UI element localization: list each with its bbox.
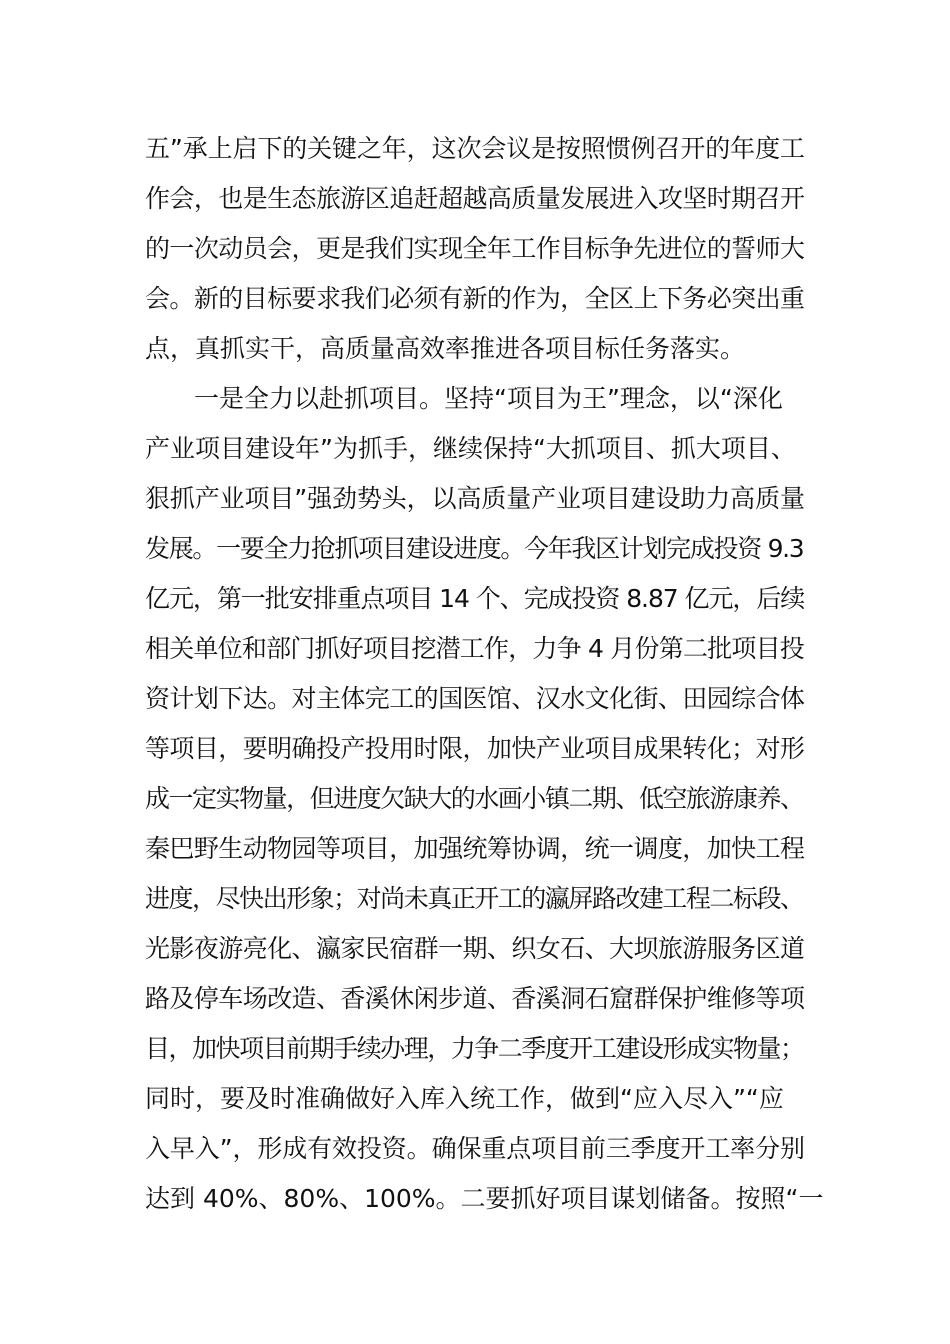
text-line: 产业项目建设年”为抓手，继续保持“大抓项目、抓大项目、 <box>145 434 796 463</box>
text-line: 路及停车场改造、香溪休闲步道、香溪洞石窟群保护维修等项 <box>145 984 805 1013</box>
text-line: 相关单位和部门抓好项目挖潜工作，力争 4 月份第二批项目投 <box>145 634 805 663</box>
text-line: 成一定实物量，但进度欠缺大的水画小镇二期、低空旅游康养、 <box>145 784 804 813</box>
text-line: 同时，要及时准确做好入库入统工作，做到“应入尽入”“应 <box>145 1084 784 1113</box>
text-line: 亿元，第一批安排重点项目 14 个、完成投资 8.87 亿元，后续 <box>145 584 805 613</box>
text-line: 狠抓产业项目”强劲势头，以高质量产业项目建设助力高质量 <box>145 484 805 513</box>
text-line: 达到 40%、80%、100%。二要抓好项目谋划储备。按照“一 <box>145 1184 824 1213</box>
text-line: 光影夜游亮化、瀛家民宿群一期、织女石、大坝旅游服务区道 <box>145 934 805 963</box>
text-line: 入早入”，形成有效投资。确保重点项目前三季度开工率分别 <box>145 1134 805 1163</box>
text-line: 等项目，要明确投产投用时限，加快产业项目成果转化；对形 <box>145 734 805 763</box>
text-line: 点，真抓实干，高质量高效率推进各项目标任务落实。 <box>145 334 746 363</box>
text-line: 发展。一要全力抢抓项目建设进度。今年我区计划完成投资 9.3 <box>145 534 804 563</box>
text-line: 五”承上启下的关键之年，这次会议是按照惯例召开的年度工 <box>145 134 805 163</box>
text-line: 作会，也是生态旅游区追赶超越高质量发展进入攻坚时期召开 <box>145 184 805 213</box>
text-line: 秦巴野生动物园等项目，加强统筹协调，统一调度，加快工程 <box>145 834 805 863</box>
text-line: 的一次动员会，更是我们实现全年工作目标争先进位的誓师大 <box>145 234 805 263</box>
paragraph-first-line: 一是全力以赴抓项目。坚持“项目为王”理念，以“深化 <box>194 384 783 413</box>
text-line: 资计划下达。对主体完工的国医馆、汉水文化街、田园综合体 <box>145 684 805 713</box>
text-line: 进度，尽快出形象；对尚未真正开工的瀛屏路改建工程二标段、 <box>145 884 804 913</box>
text-line: 会。新的目标要求我们必须有新的作为，全区上下务必突出重 <box>145 284 805 313</box>
text-line: 目，加快项目前期手续办理，力争二季度开工建设形成实物量； <box>145 1034 804 1063</box>
